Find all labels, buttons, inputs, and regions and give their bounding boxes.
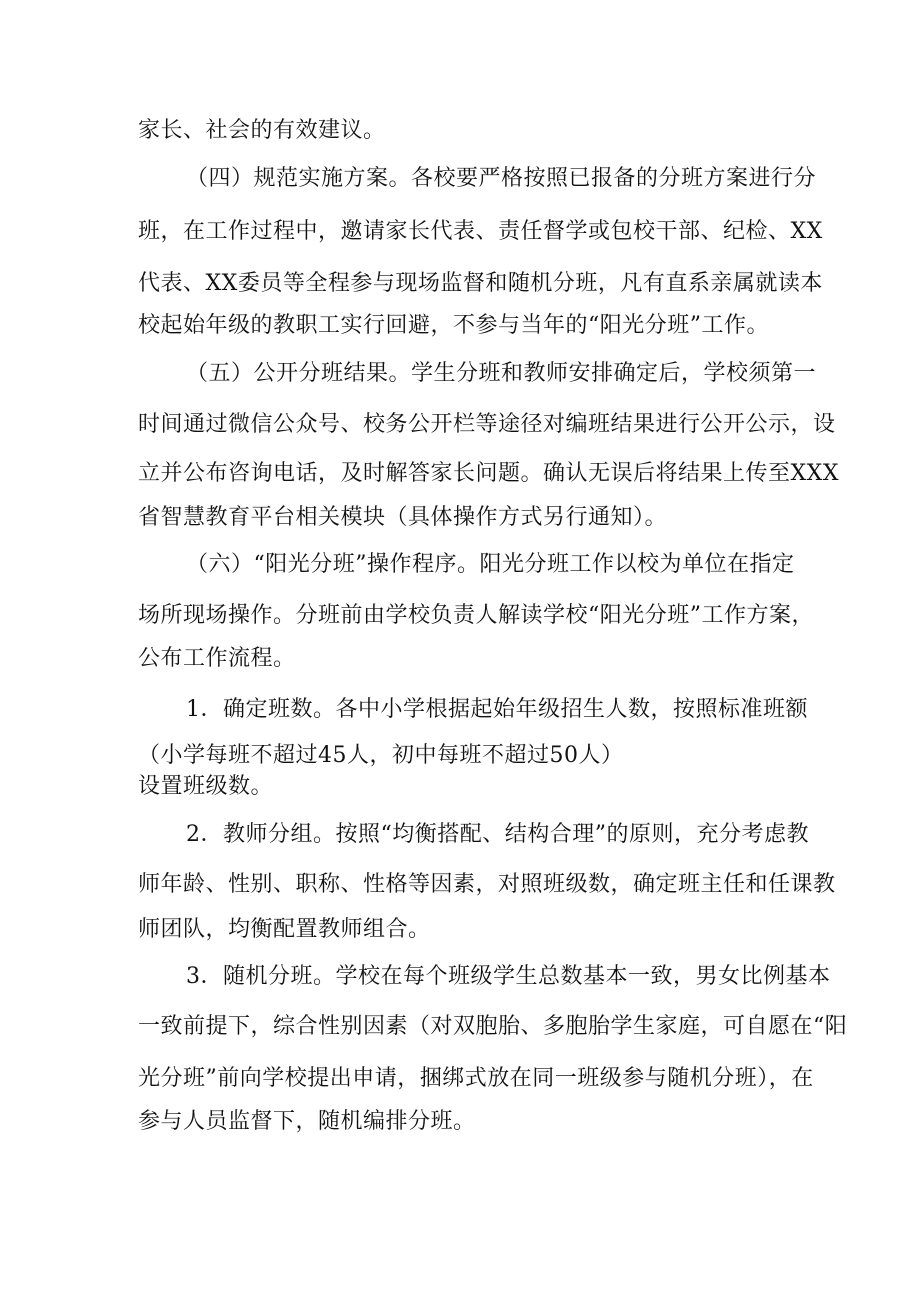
text-line: 班，在工作过程中，邀请家长代表、责任督学或包校干部、纪检、XX xyxy=(138,219,823,244)
text-line: 公布工作流程。 xyxy=(138,646,296,671)
text-line: 光分班”前向学校提出申请，捆绑式放在同一班级参与随机分班），在 xyxy=(138,1066,814,1091)
text-line: （六）“阳光分班”操作程序。阳光分班工作以校为单位在指定 xyxy=(186,552,795,577)
text-line: 场所现场操作。分班前由学校负责人解读学校“阳光分班”工作方案， xyxy=(138,603,814,628)
text-line: 代表、XX委员等全程参与现场监督和随机分班，凡有直系亲属就读本 xyxy=(138,271,823,296)
text-line: 家长、社会的有效建议。 xyxy=(138,118,386,143)
text-line: （四）规范实施方案。各校要严格按照已报备的分班方案进行分 xyxy=(186,166,817,191)
text-line: 2．教师分组。按照“均衡搭配、结构合理”的原则，充分考虑教 xyxy=(186,822,809,847)
text-line: 时间通过微信公众号、校务公开栏等途径对编班结果进行公开公示，设 xyxy=(138,412,836,437)
text-line: （五）公开分班结果。学生分班和教师安排确定后，学校须第一 xyxy=(186,361,817,386)
text-line: （小学每班不超过45人，初中每班不超过50人） xyxy=(138,743,624,768)
text-line: 参与人员监督下，随机编排分班。 xyxy=(138,1109,476,1134)
text-line: 校起始年级的教职工实行回避，不参与当年的“阳光分班”工作。 xyxy=(138,313,769,338)
text-line: 师年龄、性别、职称、性格等因素，对照班级数，确定班主任和任课教 xyxy=(138,872,836,897)
text-line: 省智慧教育平台相关模块（具体操作方式另行通知）。 xyxy=(138,505,668,530)
text-line: 一致前提下，综合性别因素（对双胞胎、多胞胎学生家庭，可自愿在“阳 xyxy=(138,1014,848,1039)
text-line: 设置班级数。 xyxy=(138,774,274,799)
text-line: 1．确定班数。各中小学根据起始年级招生人数，按照标准班额 xyxy=(186,697,808,722)
text-line: 师团队，均衡配置教师组合。 xyxy=(138,917,431,942)
text-line: 立并公布咨询电话，及时解答家长问题。确认无误后将结果上传至XXX xyxy=(138,461,839,486)
text-line: 3．随机分班。学校在每个班级学生总数基本一致，男女比例基本 xyxy=(186,964,831,989)
